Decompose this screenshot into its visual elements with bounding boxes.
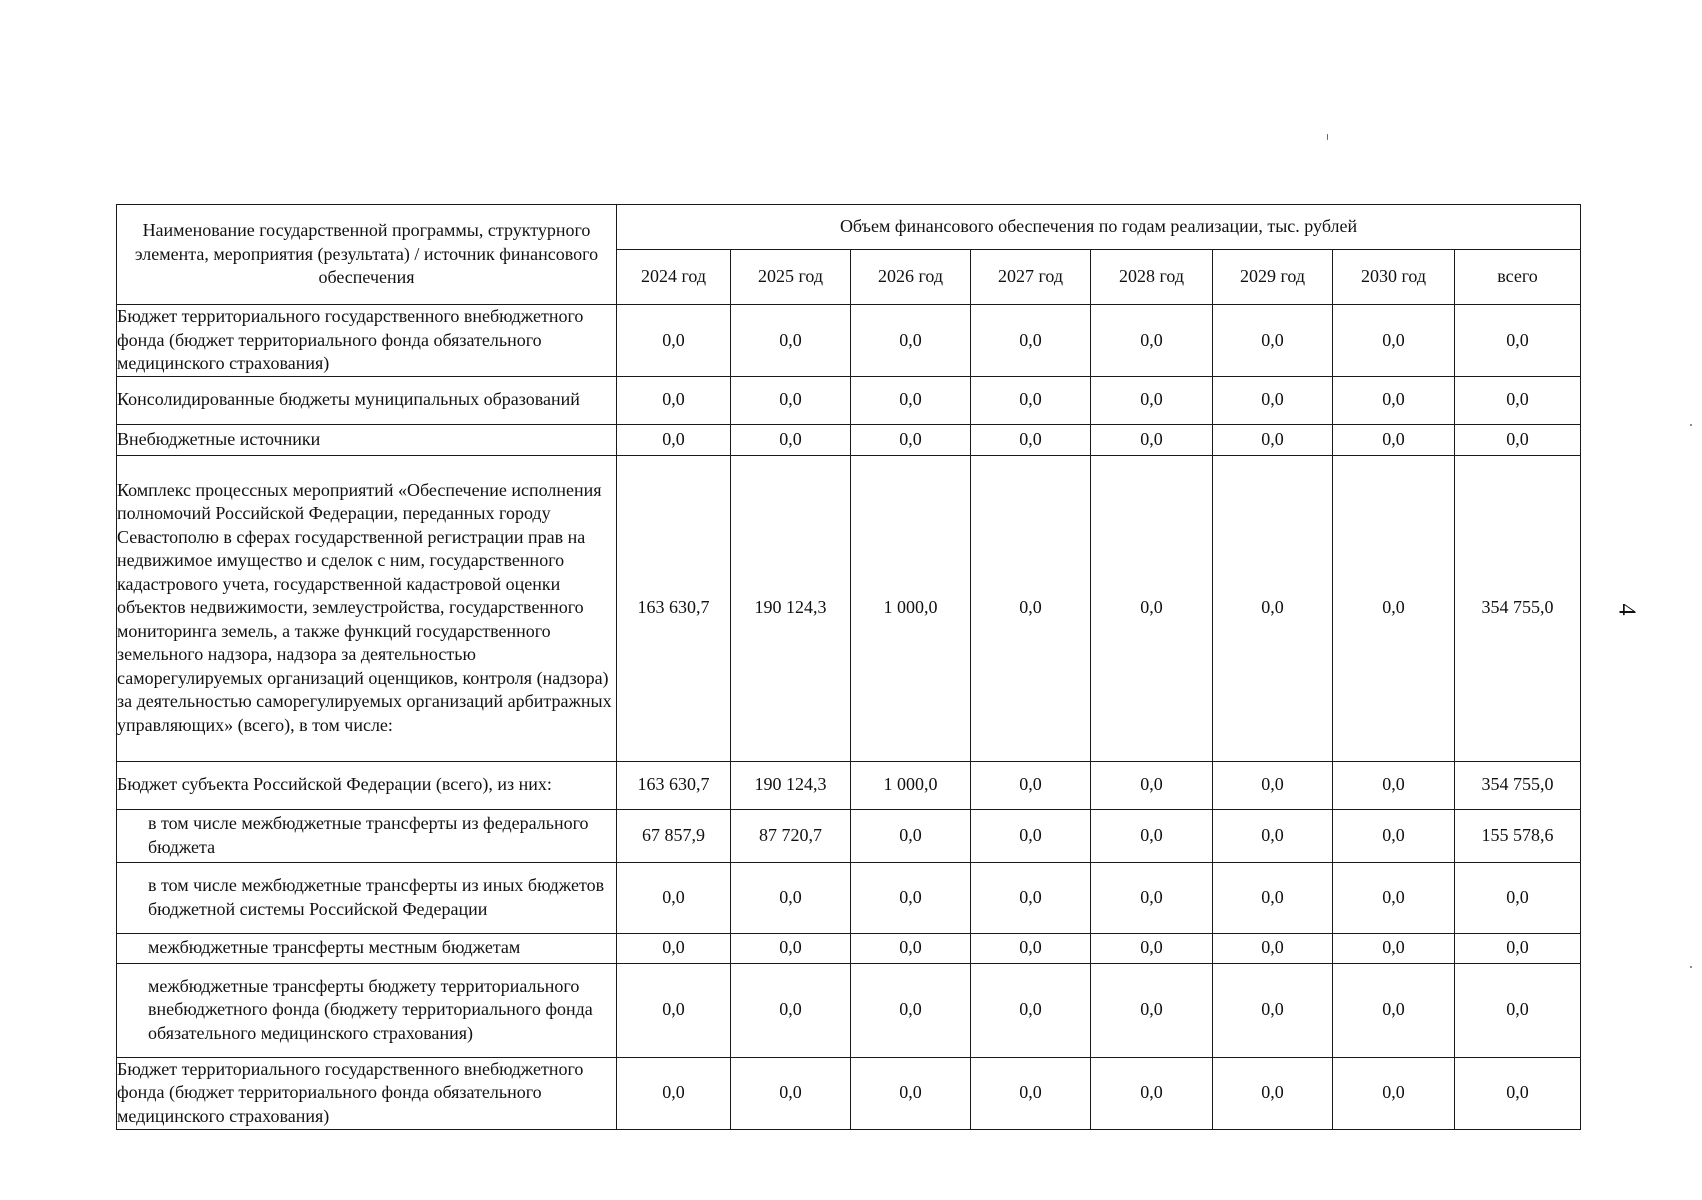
value-cell: 0,0 bbox=[1333, 455, 1455, 761]
value-cell: 0,0 bbox=[1091, 455, 1213, 761]
value-cell: 0,0 bbox=[731, 376, 851, 424]
value-cell: 0,0 bbox=[851, 305, 971, 377]
value-cell: 190 124,3 bbox=[731, 761, 851, 809]
funding-volume-header: Объем финансового обеспечения по годам реализации, тыс. рублей bbox=[617, 205, 1581, 250]
table-row bbox=[117, 376, 1581, 424]
value-cell: 0,0 bbox=[971, 933, 1091, 963]
value-cell: 0,0 bbox=[731, 862, 851, 933]
value-cell: 0,0 bbox=[1091, 933, 1213, 963]
value-cell: 0,0 bbox=[617, 424, 731, 455]
scan-speck bbox=[1690, 966, 1692, 968]
table-row bbox=[117, 455, 1581, 761]
value-cell: 0,0 bbox=[971, 376, 1091, 424]
table-row bbox=[117, 862, 1581, 933]
value-cell: 0,0 bbox=[617, 862, 731, 933]
value-cell: 0,0 bbox=[1213, 455, 1333, 761]
value-cell: 1 000,0 bbox=[851, 761, 971, 809]
table-row bbox=[117, 1057, 1581, 1129]
value-cell: 0,0 bbox=[971, 761, 1091, 809]
column-header-total: всего bbox=[1455, 250, 1581, 305]
value-cell: 0,0 bbox=[1333, 862, 1455, 933]
row-name: Бюджет субъекта Российской Федерации (всего), из них: bbox=[117, 761, 617, 809]
total-cell: 155 578,6 bbox=[1455, 809, 1581, 862]
value-cell: 0,0 bbox=[731, 963, 851, 1057]
value-cell: 0,0 bbox=[1213, 1057, 1333, 1129]
value-cell: 0,0 bbox=[731, 305, 851, 377]
column-header-2028: 2028 год bbox=[1091, 250, 1213, 305]
value-cell: 1 000,0 bbox=[851, 455, 971, 761]
total-cell: 0,0 bbox=[1455, 424, 1581, 455]
column-header-2026: 2026 год bbox=[851, 250, 971, 305]
value-cell: 0,0 bbox=[1213, 305, 1333, 377]
value-cell: 0,0 bbox=[1333, 305, 1455, 377]
table-row bbox=[117, 963, 1581, 1057]
value-cell: 0,0 bbox=[851, 809, 971, 862]
row-name: Комплекс процессных мероприятий «Обеспечение исполнения полномочий Российской Федерации, переданных городу Севастополю в сферах государственной регистрации прав на недвижимое имущество и сделок с ним, государственного кадастрового учета, государственной кадастровой оценки объектов недвижимости, землеустройства, государственного мониторинга земель, а также функций государственного земельного надзора, надзора за деятельностью саморегулируемых организаций оценщиков, контроля (надзора) за деятельностью саморегулируемых организаций арбитражных управляющих» (всего), в том числе: bbox=[117, 455, 617, 761]
scan-speck bbox=[1327, 134, 1328, 140]
total-cell: 0,0 bbox=[1455, 305, 1581, 377]
value-cell: 0,0 bbox=[971, 963, 1091, 1057]
column-header-2025: 2025 год bbox=[731, 250, 851, 305]
value-cell: 0,0 bbox=[731, 933, 851, 963]
value-cell: 0,0 bbox=[1333, 933, 1455, 963]
table-row bbox=[117, 305, 1581, 377]
value-cell: 163 630,7 bbox=[617, 455, 731, 761]
value-cell: 0,0 bbox=[1213, 862, 1333, 933]
value-cell: 87 720,7 bbox=[731, 809, 851, 862]
value-cell: 0,0 bbox=[1091, 809, 1213, 862]
row-name: Внебюджетные источники bbox=[117, 424, 617, 455]
value-cell: 0,0 bbox=[971, 809, 1091, 862]
value-cell: 0,0 bbox=[1091, 424, 1213, 455]
value-cell: 0,0 bbox=[1213, 963, 1333, 1057]
row-name: в том числе межбюджетные трансферты из иных бюджетов бюджетной системы Российской Федерации bbox=[117, 862, 617, 933]
value-cell: 0,0 bbox=[617, 305, 731, 377]
value-cell: 0,0 bbox=[1333, 376, 1455, 424]
value-cell: 0,0 bbox=[1091, 305, 1213, 377]
value-cell: 0,0 bbox=[971, 862, 1091, 933]
value-cell: 0,0 bbox=[851, 963, 971, 1057]
value-cell: 0,0 bbox=[1333, 809, 1455, 862]
value-cell: 0,0 bbox=[851, 933, 971, 963]
row-name: в том числе межбюджетные трансферты из федерального бюджета bbox=[117, 809, 617, 862]
value-cell: 0,0 bbox=[617, 376, 731, 424]
row-name: Консолидированные бюджеты муниципальных образований bbox=[117, 376, 617, 424]
row-name: Бюджет территориального государственного внебюджетного фонда (бюджет территориального фонда обязательного медицинского страхования) bbox=[117, 305, 617, 377]
value-cell: 0,0 bbox=[851, 862, 971, 933]
total-cell: 0,0 bbox=[1455, 963, 1581, 1057]
value-cell: 0,0 bbox=[851, 376, 971, 424]
value-cell: 0,0 bbox=[617, 1057, 731, 1129]
value-cell: 0,0 bbox=[731, 424, 851, 455]
total-cell: 0,0 bbox=[1455, 1057, 1581, 1129]
value-cell: 190 124,3 bbox=[731, 455, 851, 761]
value-cell: 0,0 bbox=[971, 305, 1091, 377]
scan-speck bbox=[1690, 424, 1692, 426]
value-cell: 0,0 bbox=[1091, 1057, 1213, 1129]
value-cell: 0,0 bbox=[1333, 1057, 1455, 1129]
table-row bbox=[117, 761, 1581, 809]
page-number: 4 bbox=[1613, 603, 1640, 616]
total-cell: 354 755,0 bbox=[1455, 761, 1581, 809]
value-cell: 163 630,7 bbox=[617, 761, 731, 809]
value-cell: 0,0 bbox=[1091, 761, 1213, 809]
total-cell: 354 755,0 bbox=[1455, 455, 1581, 761]
value-cell: 0,0 bbox=[731, 1057, 851, 1129]
name-column-header: Наименование государственной программы, структурного элемента, мероприятия (результата) / источник финансового обеспечения bbox=[117, 205, 617, 305]
value-cell: 0,0 bbox=[1333, 761, 1455, 809]
table-row bbox=[117, 933, 1581, 963]
value-cell: 0,0 bbox=[617, 933, 731, 963]
value-cell: 0,0 bbox=[1333, 963, 1455, 1057]
value-cell: 0,0 bbox=[851, 1057, 971, 1129]
value-cell: 67 857,9 bbox=[617, 809, 731, 862]
value-cell: 0,0 bbox=[851, 424, 971, 455]
value-cell: 0,0 bbox=[971, 455, 1091, 761]
value-cell: 0,0 bbox=[1213, 761, 1333, 809]
table-header-row bbox=[117, 205, 1581, 250]
value-cell: 0,0 bbox=[617, 963, 731, 1057]
value-cell: 0,0 bbox=[1213, 376, 1333, 424]
value-cell: 0,0 bbox=[971, 1057, 1091, 1129]
financing-table bbox=[116, 204, 1581, 1130]
total-cell: 0,0 bbox=[1455, 933, 1581, 963]
total-cell: 0,0 bbox=[1455, 376, 1581, 424]
value-cell: 0,0 bbox=[1091, 862, 1213, 933]
column-header-2029: 2029 год bbox=[1213, 250, 1333, 305]
column-header-2027: 2027 год bbox=[971, 250, 1091, 305]
value-cell: 0,0 bbox=[1091, 963, 1213, 1057]
table-row bbox=[117, 809, 1581, 862]
table-row bbox=[117, 424, 1581, 455]
value-cell: 0,0 bbox=[1213, 933, 1333, 963]
value-cell: 0,0 bbox=[1213, 809, 1333, 862]
total-cell: 0,0 bbox=[1455, 862, 1581, 933]
value-cell: 0,0 bbox=[971, 424, 1091, 455]
row-name: межбюджетные трансферты местным бюджетам bbox=[117, 933, 617, 963]
row-name: Бюджет территориального государственного внебюджетного фонда (бюджет территориального фонда обязательного медицинского страхования) bbox=[117, 1057, 617, 1129]
row-name: межбюджетные трансферты бюджету территориального внебюджетного фонда (бюджету территориального фонда обязательного медицинского страхования) bbox=[117, 963, 617, 1057]
value-cell: 0,0 bbox=[1091, 376, 1213, 424]
column-header-2024: 2024 год bbox=[617, 250, 731, 305]
value-cell: 0,0 bbox=[1333, 424, 1455, 455]
value-cell: 0,0 bbox=[1213, 424, 1333, 455]
column-header-2030: 2030 год bbox=[1333, 250, 1455, 305]
